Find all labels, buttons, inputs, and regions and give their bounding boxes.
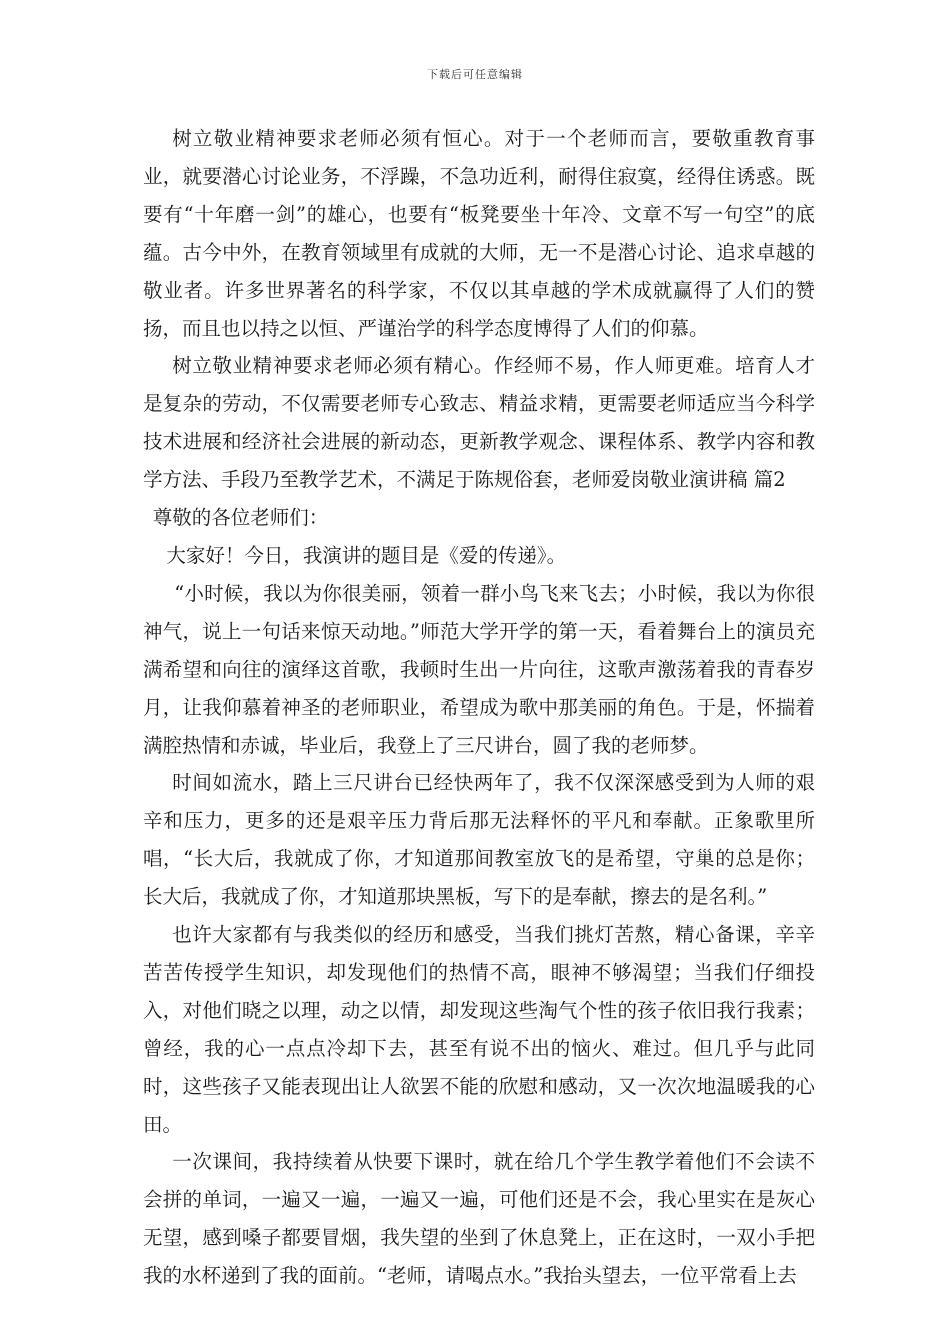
paragraph-meticulousness: 树立敬业精神要求老师必须有精心。作经师不易，作人师更难。培育人才是复杂的劳动，不仅需要老师专心致志、精益求精，更需要老师适应当今科学技术进展和经济社会进展的新动态，更新教学观念、课程体系、教学内容和教学方法、手段乃至教学艺术，不满足于陈规俗套，老师爱岗敬业演讲稿 篇2 [143, 354, 815, 492]
paragraph-shared-experience: 也许大家都有与我类似的经历和感受，当我们挑灯苦熬，精心备课，辛辛苦苦传授学生知识，却发现他们的热情不高，眼神不够渴望；当我们仔细投入，对他们晓之以理，动之以情，却发现这些淘气个性的孩子依旧我行我素；曾经，我的心一点点冷却下去，甚至有说不出的恼火、难过。但几乎与此同时，这些孩子又能表现出让人欲罢不能的欣慰和感动，又一次次地温暖我的心田。 [143, 923, 815, 1136]
paragraph-greeting: 大家好！今日，我演讲的题目是《爱的传递》。 [166, 543, 567, 567]
paragraph-salutation: 尊敬的各位老师们： [152, 506, 329, 530]
page-header-note: 下载后可任意编辑 [427, 68, 523, 81]
paragraph-perseverance: 树立敬业精神要求老师必须有恒心。对于一个老师而言，要敬重教育事业，就要潜心讨论业务，不浮躁，不急功近利，耐得住寂寞，经得住诱惑。既要有“十年磨一剑”的雄心，也要有“板凳要坐十年冷、文章不写一句空”的底蕴。古今中外，在教育领域里有成就的大师，无一不是潜心讨论、追求卓越的敬业者。许多世界著名的科学家，不仅以其卓越的学术成就赢得了人们的赞扬，而且也以持之以恒、严谨治学的科学态度博得了人们的仰慕。 [143, 127, 815, 340]
paragraph-song-quote: “小时候，我以为你很美丽，领着一群小鸟飞来飞去；小时候，我以为你很神气，说上一句话来惊天动地。”师范大学开学的第一天，看着舞台上的演员充满希望和向往的演绎这首歌，我顿时生出一片向往，这歌声激荡着我的青春岁月，让我仰慕着神圣的老师职业，希望成为歌中那美丽的角色。于是，怀揣着满腔热情和赤诚，毕业后，我登上了三尺讲台，圆了我的老师梦。 [143, 581, 815, 757]
paragraph-time-flows: 时间如流水，踏上三尺讲台已经快两年了，我不仅深深感受到为人师的艰辛和压力，更多的还是艰辛压力背后那无法释怀的平凡和奉献。正象歌里所唱，“长大后，我就成了你，才知道那间教室放飞的是希望，守巢的总是你；长大后，我就成了你，才知道那块黑板，写下的是奉献，擦去的是名利。” [143, 771, 815, 909]
document-body [143, 120, 815, 1295]
paragraph-class-break: 一次课间，我持续着从快要下课时，就在给几个学生教学着他们不会读不会拼的单词，一遍又一遍，一遍又一遍，可他们还是不会，我心里实在是灰心无望，感到嗓子都要冒烟，我失望的坐到了休息凳上，正在这时，一双小手把我的水杯递到了我的面前。“老师，请喝点水。”我抬头望去，一位平常看上去 [143, 1150, 815, 1288]
